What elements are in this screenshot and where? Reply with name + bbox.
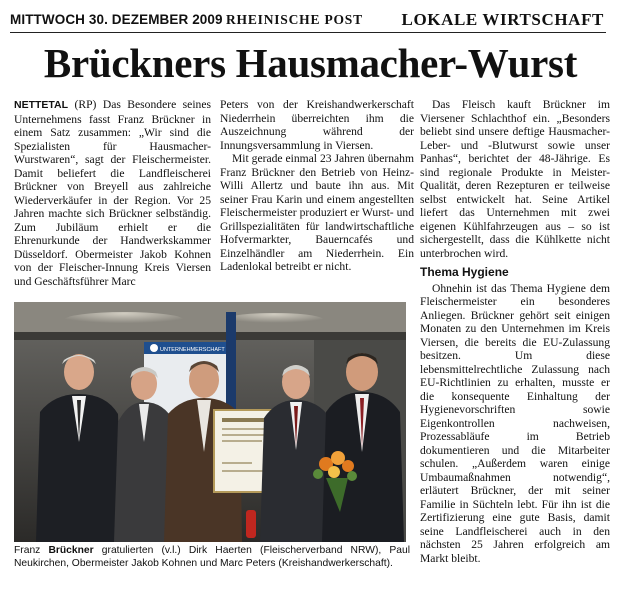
article-paragraph: Peters von der Kreishandwerkerschaft Niederrhein überreichten ihm die Auszeichnung während der Innungsversammlung in Viersen. xyxy=(220,98,414,152)
caption-name: Brückner xyxy=(48,545,94,556)
article-column-3 xyxy=(420,98,610,565)
issue-date: MITTWOCH 30. DEZEMBER 2009 xyxy=(10,12,223,27)
newspaper-name: RHEINISCHE POST xyxy=(226,12,363,27)
banner-text: UNTERNEHMERSCHAFT xyxy=(160,347,225,353)
masthead-rule xyxy=(10,32,606,33)
article-column-2 xyxy=(220,98,414,274)
article-column-1 xyxy=(14,98,211,288)
photo-illustration xyxy=(14,302,406,542)
photo-caption xyxy=(14,545,410,570)
masthead xyxy=(10,10,610,34)
caption-text: gratulierten (v.l.) Dirk Haerten (Fleischerverband NRW), Paul Neukirchen, Obermeister Jakob Kohnen und Marc Peters (Kreishandwerkerschaft). xyxy=(14,545,410,569)
article-paragraph xyxy=(14,98,211,288)
article-paragraph: Ohnehin ist das Thema Hygiene dem Fleischermeister ein besonderes Anliegen. Brückner gehört seit einigen Monaten zu den Unternehmen im Kreis Viersen, die bereits die EU-Zulassung besitzen. Um diese lebensmittelrechtliche Zulassung nach EU-Richtlinien zu erhalten, musste er die konsequente Einhaltung der Hygienevorschriften sowie Eigenkontrollen nachweisen, Prozessabläufe im Betrieb dokumentieren und die Mitarbeiter schulen. „Außerdem waren einige Umbaumaßnahmen notwendig“, erläutert Brückner, der mit seiner Familie in Süchteln lebt. Für ihn ist die Zertifizierung eine gute Basis, damit seine Landfleischerei auch in den nächsten 25 Jahren erfolgreich am Markt bleibt. xyxy=(420,281,610,565)
fire-extinguisher xyxy=(246,510,256,538)
article-photo xyxy=(14,302,406,542)
subheading: Thema Hygiene xyxy=(420,265,509,279)
dateline: NETTETAL xyxy=(14,99,69,111)
paragraph-text: (RP) Das Besondere seines Unternehmens fasst Franz Brückner in einem Satz zusammen: „Wir sind die Spezialisten für Hausmacher-Wurstwaren“, sagt der Fleischermeister. Damit beliefert die Landfleischerei Brückner von Breyell aus zahlreiche Wiederverkäufer in der Region. Vor 25 Jahren machte sich Brückner selbständig. Zum Jubiläum erhielt er die Ehrenurkunde der Handwerkskammer Düsseldorf. Obermeister Jakob Kohnen von der Fleischer-Innung Kreis Viersen und Geschäftsführer Marc xyxy=(14,98,211,288)
article-paragraph: Mit gerade einmal 23 Jahren übernahm Franz Brückner den Betrieb von Heinz-Willi Allertz und baute ihn aus. Mit seiner Frau Karin und einem angestellten Fleischermeister produziert er Wurst- und Grillspezialitäten für landwirtschaftliche Hofvermarkter, Bauerncafés und Einzelhändler am Niederrhein. Ein Ladenlokal betreibt er nicht. xyxy=(220,152,414,273)
article-paragraph: Das Fleisch kauft Brückner im Viersener Schlachthof ein. „Besonders beliebt sind unsere deftige Hausmacher-Leber- und -Blutwurst sowie unser Panhas“, berichtet der 48-Jährige. Es sind regionale Produkte in Meister-Qualität, deren Rezepturen er teilweise selbst entwickelt hat. Seine Artikel liefert das Unternehmen mit zwei eigenen Kühlfahrzeugen aus – so ist sichergestellt, dass die Kühlkette nicht unterbrochen wird. xyxy=(420,98,610,260)
section-title: LOKALE WIRTSCHAFT xyxy=(401,10,604,29)
headline: Brückners Hausmacher-Wurst xyxy=(43,40,578,86)
caption-lead: Franz xyxy=(14,545,49,556)
